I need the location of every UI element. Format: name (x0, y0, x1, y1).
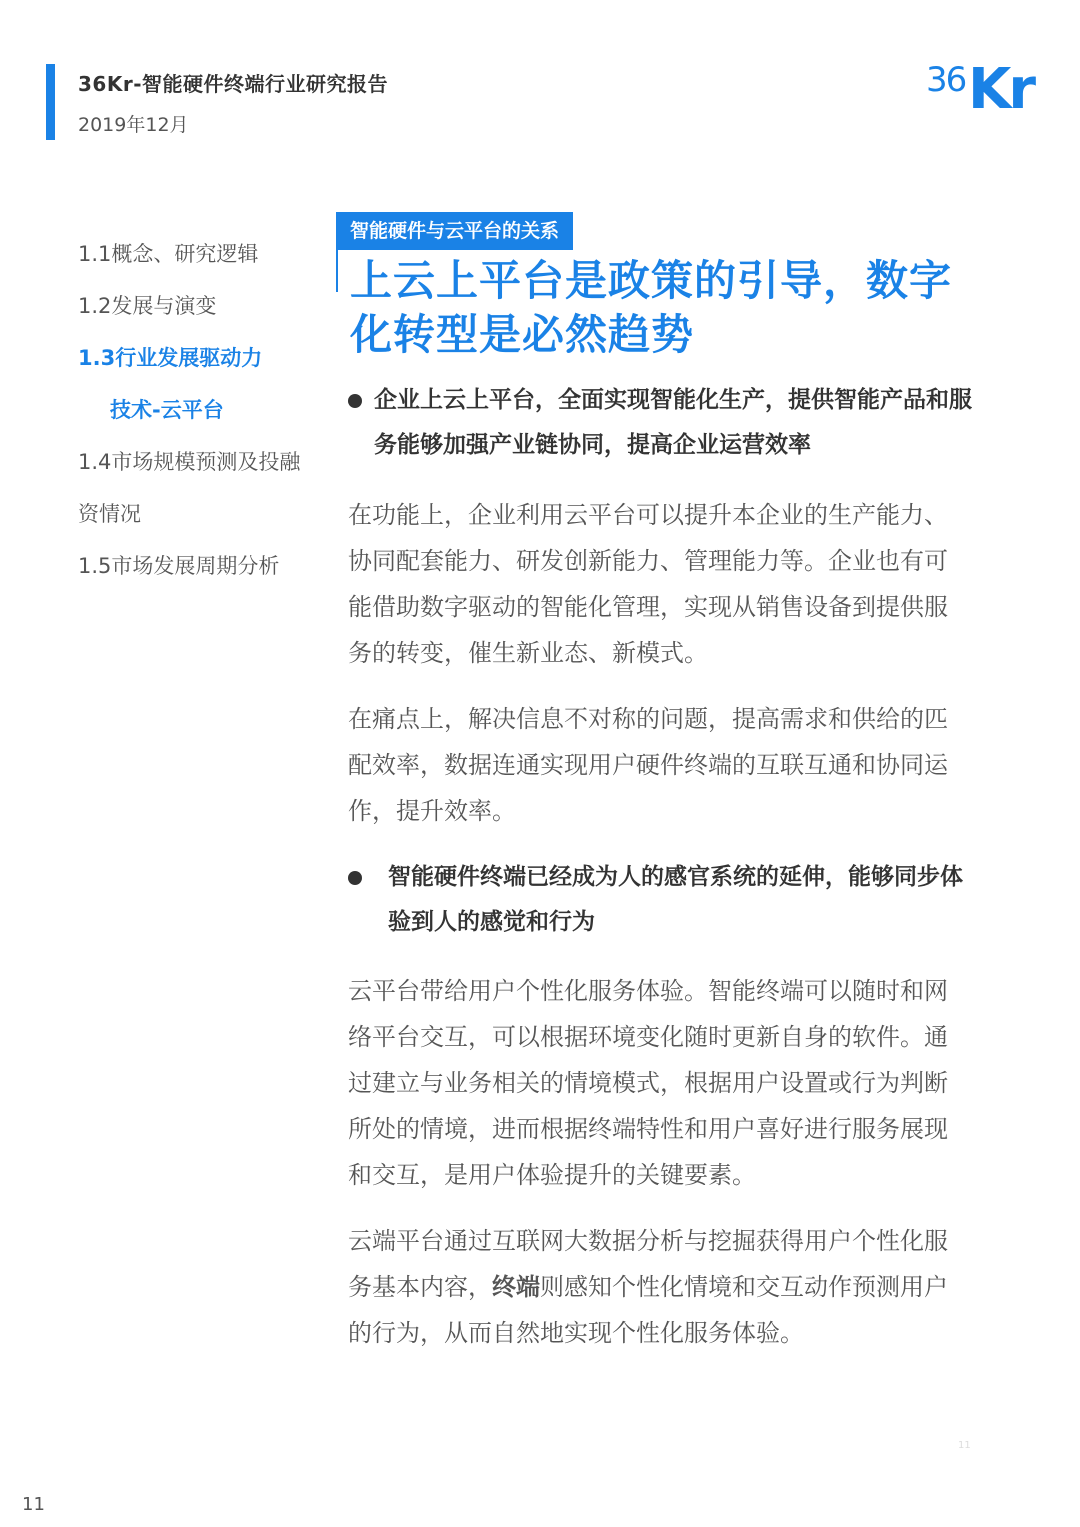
section-divider (336, 246, 338, 292)
nav-item-market-size-cont[interactable]: 资情况 (78, 502, 141, 526)
nav-item-market-cycle[interactable]: 1.5市场发展周期分析 (78, 554, 280, 578)
nav-item-tech-cloud[interactable]: 技术-云平台 (110, 398, 224, 422)
bullet-text: 企业上云上平台，全面实现智能化生产，提供智能产品和服务能够加强产业链协同，提高企业运营效率 (374, 387, 972, 458)
page-number: 11 (22, 1494, 45, 1515)
report-date: 2019年12月 (78, 114, 189, 136)
36kr-logo (924, 58, 1044, 128)
paragraph (348, 1218, 968, 1356)
bullet-text: 智能硬件终端已经成为人的感官系统的延伸，能够同步体验到人的感觉和行为 (388, 864, 963, 935)
bullet-point (348, 855, 978, 945)
paragraph-text: 则感知个性化情境和交互动作预测用户的行为，从而自然地实现个性化服务体验。 (348, 1273, 948, 1347)
header-accent-bar (46, 64, 55, 140)
section-tag: 智能硬件与云平台的关系 (336, 212, 573, 250)
paragraph: 在功能上，企业利用云平台可以提升本企业的生产能力、协同配套能力、研发创新能力、管理能力等。企业也有可能借助数字驱动的智能化管理，实现从销售设备到提供服务的转变，催生新业态、新模式。 (348, 501, 948, 667)
report-title: 36Kr-智能硬件终端行业研究报告 (78, 72, 388, 96)
logo-letters: Kr (968, 57, 1034, 122)
bullet-dot-icon (348, 394, 362, 408)
paragraph-text: 云端平台通过互联网大数据分析与挖掘获得用户个性化服务基本内容， (348, 1227, 948, 1301)
nav-item-drivers[interactable]: 1.3行业发展驱动力 (78, 346, 263, 370)
logo-digits: 36 (926, 60, 966, 100)
nav-item-market-size[interactable]: 1.4市场规模预测及投融 (78, 450, 301, 474)
faint-page-number: 11 (958, 1440, 971, 1451)
nav-item-development[interactable]: 1.2发展与演变 (78, 294, 217, 318)
bullet-point (348, 378, 988, 468)
section-headline: 上云上平台是政策的引导，数字化转型是必然趋势 (350, 256, 953, 359)
bullet-dot-icon (348, 871, 362, 885)
nav-item-concept[interactable]: 1.1概念、研究逻辑 (78, 242, 259, 266)
sidebar-nav (78, 232, 318, 596)
paragraph: 在痛点上，解决信息不对称的问题，提高需求和供给的匹配效率，数据连通实现用户硬件终端的互联互通和协同运作，提升效率。 (348, 705, 948, 825)
paragraph-bold-text: 终端 (492, 1273, 540, 1301)
paragraph: 云平台带给用户个性化服务体验。智能终端可以随时和网络平台交互，可以根据环境变化随时更新自身的软件。通过建立与业务相关的情境模式，根据用户设置或行为判断所处的情境，进而根据终端特性和用户喜好进行服务展现和交互，是用户体验提升的关键要素。 (348, 977, 948, 1189)
